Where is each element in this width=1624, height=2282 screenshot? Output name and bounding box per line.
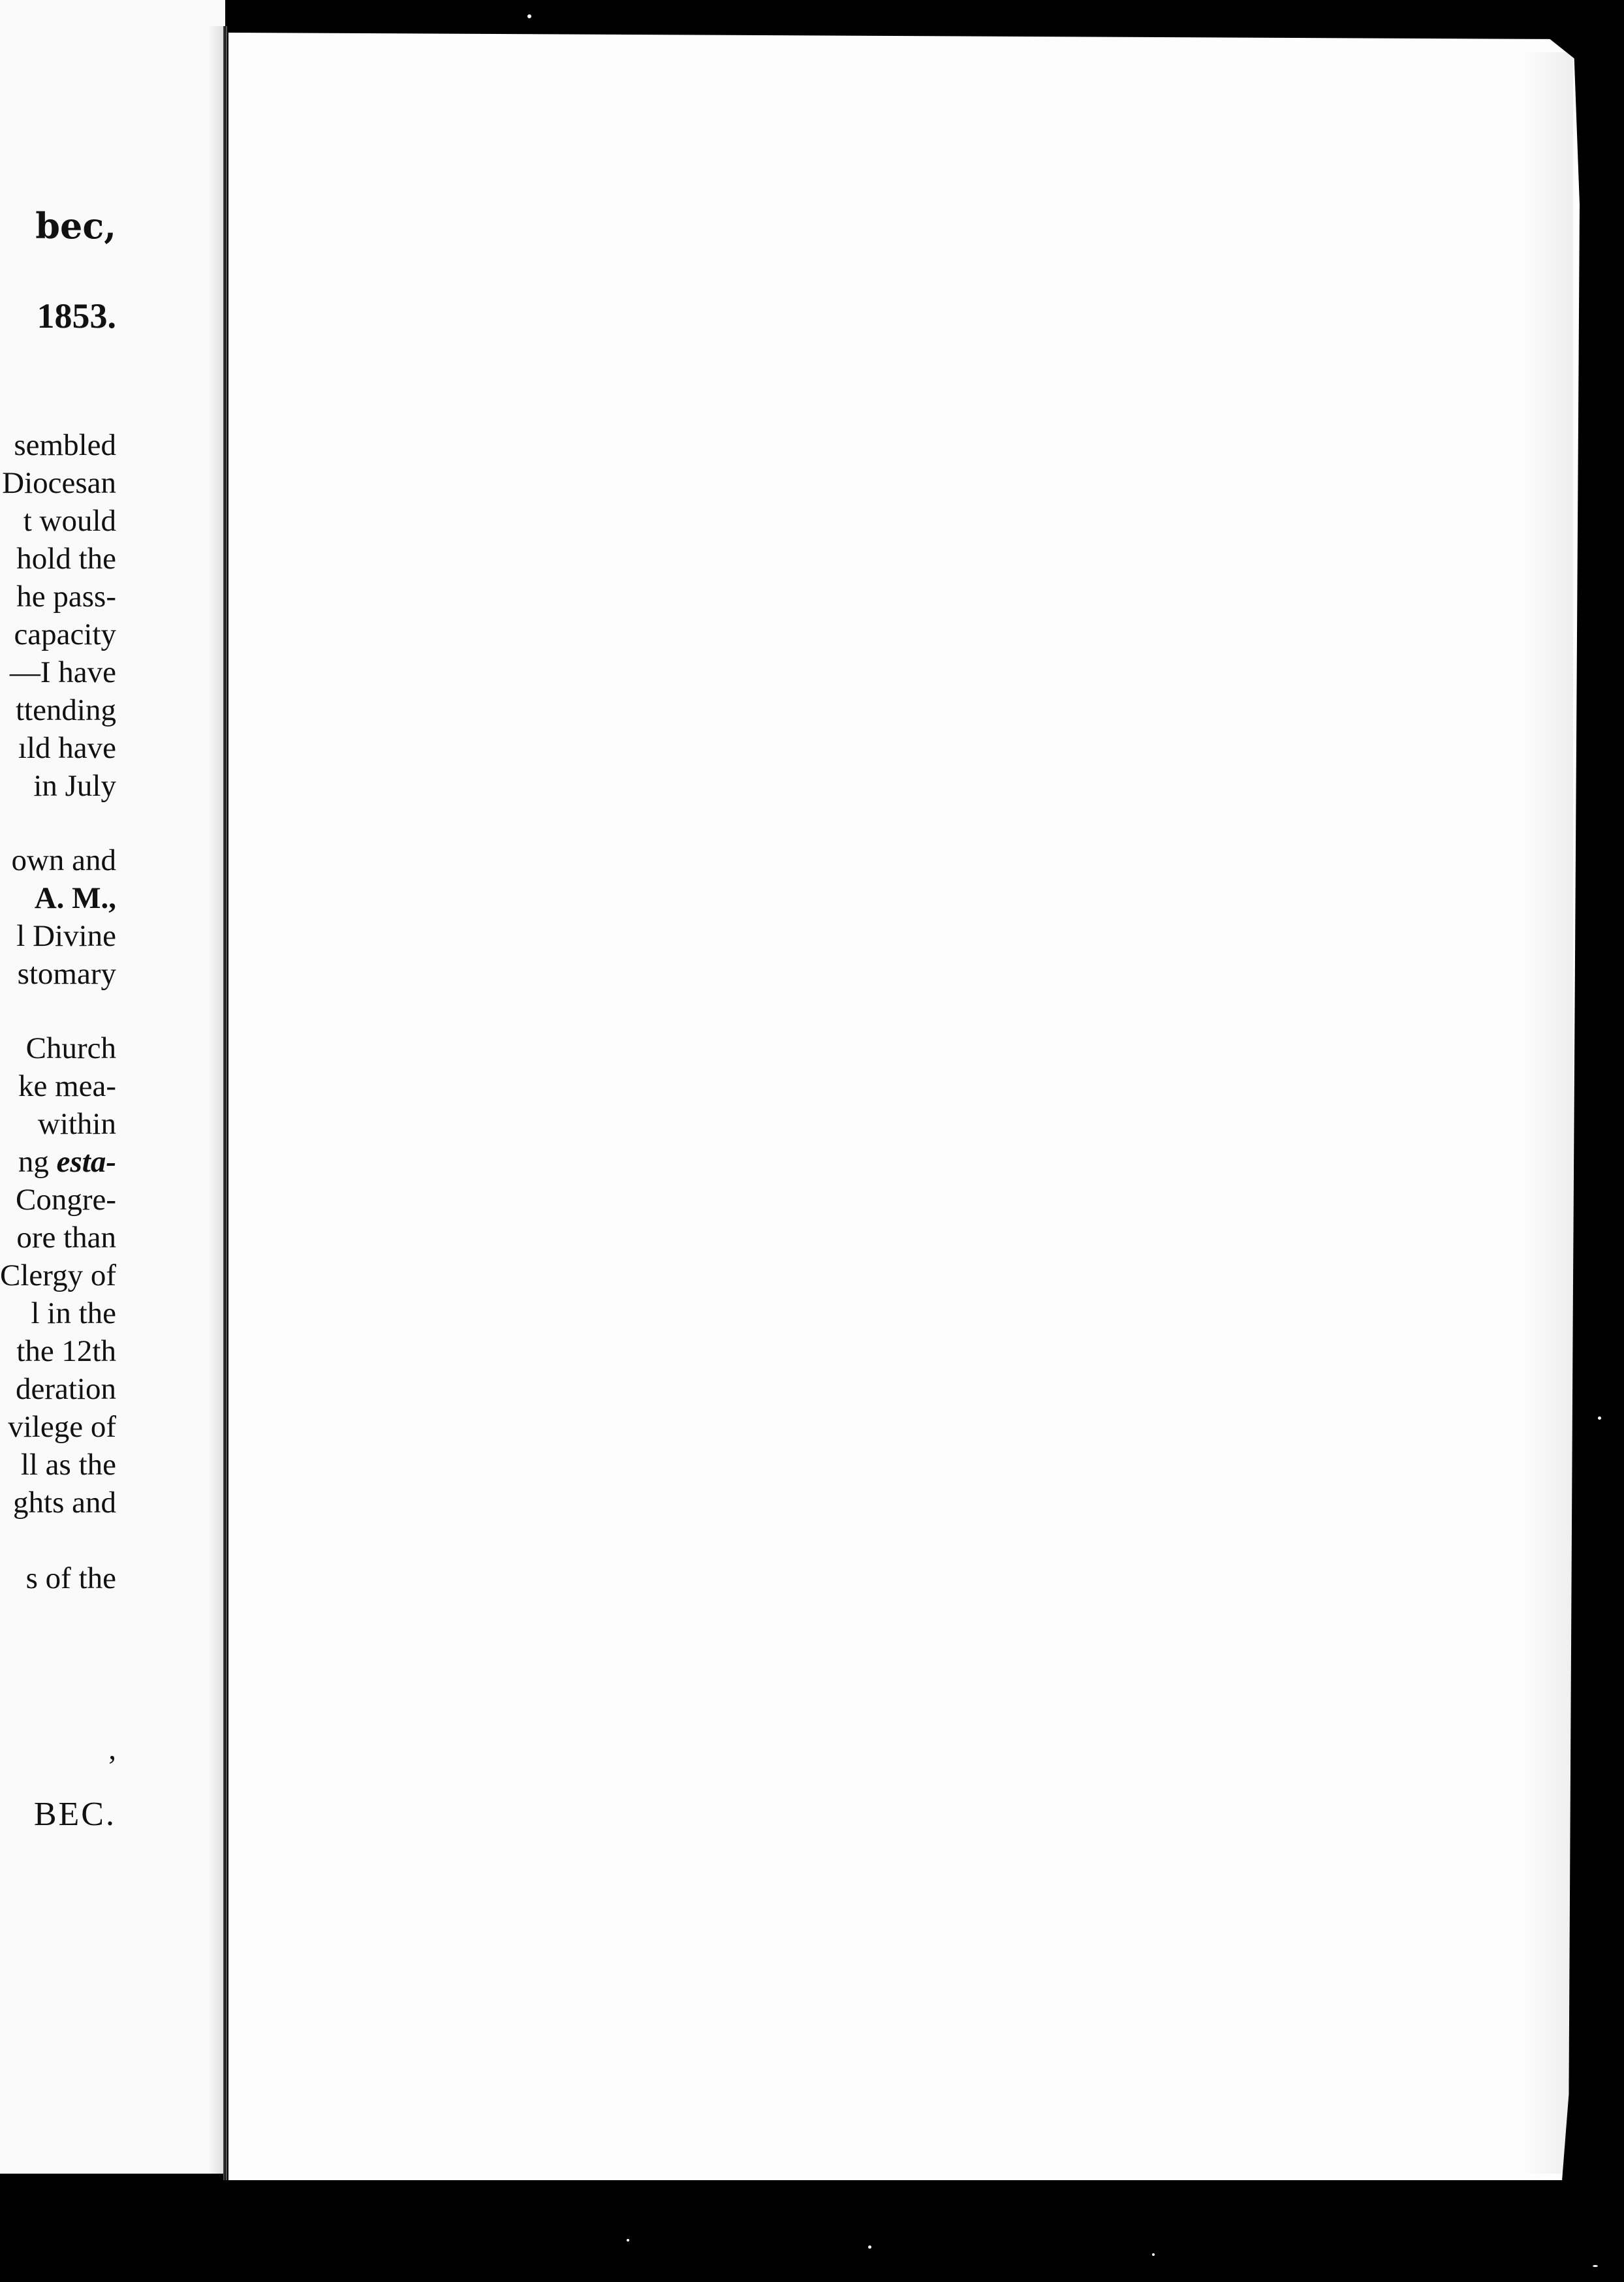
text-line-italic [18, 1144, 116, 1180]
heading-fragment: bec, [35, 205, 116, 247]
signature-fragment: BEC. [33, 1796, 116, 1833]
italic-word: esta- [56, 1145, 116, 1179]
text-line: ll as the [20, 1448, 116, 1482]
text-line: l in the [31, 1296, 116, 1330]
text-line: Diocesan [2, 466, 116, 500]
dust-speck [1152, 2253, 1155, 2256]
text-fragment: ng [18, 1145, 49, 1179]
text-line: s of the [25, 1561, 116, 1595]
text-line: he pass- [16, 580, 116, 614]
text-line: ghts and [13, 1486, 116, 1520]
text-line: vilege of [8, 1410, 116, 1444]
dust-speck [868, 2245, 871, 2249]
dust-speck [1593, 2265, 1598, 2267]
text-line: ıld have [18, 731, 116, 765]
show-through-texture [228, 33, 1580, 2180]
year-fragment: 1853. [37, 296, 116, 336]
text-line: ttending [15, 693, 116, 727]
text-line: hold the [16, 542, 116, 576]
dust-speck [527, 14, 531, 18]
text-line: ore than [16, 1221, 116, 1255]
right-page-edge-shadow [1521, 52, 1573, 2174]
text-line: Congre- [15, 1183, 116, 1217]
text-line: —I have [9, 655, 116, 689]
text-line: in July [33, 769, 116, 803]
closing-comma: , [108, 1732, 116, 1766]
gutter-shadow [208, 26, 225, 2180]
dust-speck [1598, 1416, 1601, 1420]
text-line: t would [23, 504, 116, 538]
text-line: capacity [14, 617, 116, 651]
dust-speck [627, 2239, 629, 2242]
text-line: l Divine [16, 919, 116, 953]
text-line: deration [16, 1372, 116, 1406]
text-line: Clergy of [0, 1258, 116, 1292]
text-line: A. M., [34, 881, 116, 915]
text-line: stomary [17, 957, 116, 991]
text-line: Church [25, 1031, 116, 1065]
text-line: within [37, 1107, 116, 1141]
text-line: sembled [14, 428, 116, 462]
text-line: own and [11, 843, 116, 877]
text-line: ke mea- [18, 1069, 116, 1103]
page-gutter [223, 26, 227, 2180]
text-line: the 12th [16, 1334, 116, 1368]
